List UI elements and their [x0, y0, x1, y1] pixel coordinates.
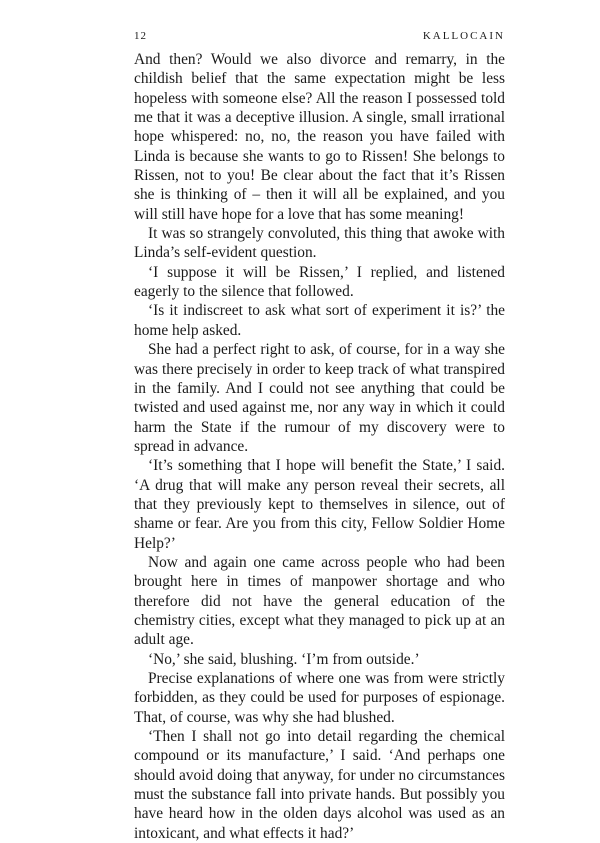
paragraph: ‘I suppose it will be Rissen,’ I replied, and listened eagerly to the silence that followed.: [134, 263, 505, 301]
page-number: 12: [134, 30, 147, 42]
paragraph: And then? Would we also divorce and remarry, in the childish belief that the same expectation might be less hopeless with someone else? All the reason I possessed told me that it was a deceptive illusion. A single, small irrational hope whispered: no, no, the reason you have failed with Linda is because she wants to go to Rissen! She belongs to Rissen, not to you! Be clear about the fact that it’s Rissen she is thinking of – then it will all be explained, and you will still have hope for a love that has some meaning!: [134, 51, 505, 223]
paragraph: She had a perfect right to ask, of course, for in a way she was there precisely in order to keep track of what transpired in the family. And I could not see anything that could be twisted and used against me, nor any way in which it could harm the State if the rumour of my discovery were to spread in advance.: [134, 341, 505, 455]
page-header: [134, 30, 505, 50]
paragraph: ‘Is it indiscreet to ask what sort of experiment it is?’ the home help asked.: [134, 302, 505, 339]
paragraph: ‘Then I shall not go into detail regarding the chemical compound or its manufacture,’ I said. ‘And perhaps one should avoid doing that anyway, for under no circumstances must the substance fall into private hands. But possibly you have heard how in the olden days alcohol was used as an intoxicant, and what effects it had?’: [134, 728, 505, 842]
paragraph: ‘It’s something that I hope will benefit the State,’ I said. ‘A drug that will make any person reveal their secrets, all that they previously kept to themselves in silence, out of shame or fear. Are you from this city, Fellow Soldier Home Help?’: [134, 457, 505, 552]
paragraph: Now and again one came across people who had been brought here in times of manpower shortage and who therefore did not have the general education of the chemistry cities, except what they managed to pick up at an adult age.: [134, 553, 505, 649]
paragraph: It was so strangely convoluted, this thing that awoke with Linda’s self-evident question.: [134, 225, 505, 262]
paragraph: Precise explanations of where one was from were strictly forbidden, as they could be used for purposes of espionage. That, of course, was why she had blushed.: [134, 670, 505, 726]
body-text: [134, 50, 505, 843]
running-title: KALLOCAIN: [422, 30, 505, 42]
paragraph: ‘No,’ she said, blushing. ‘I’m from outside.’: [148, 650, 420, 668]
